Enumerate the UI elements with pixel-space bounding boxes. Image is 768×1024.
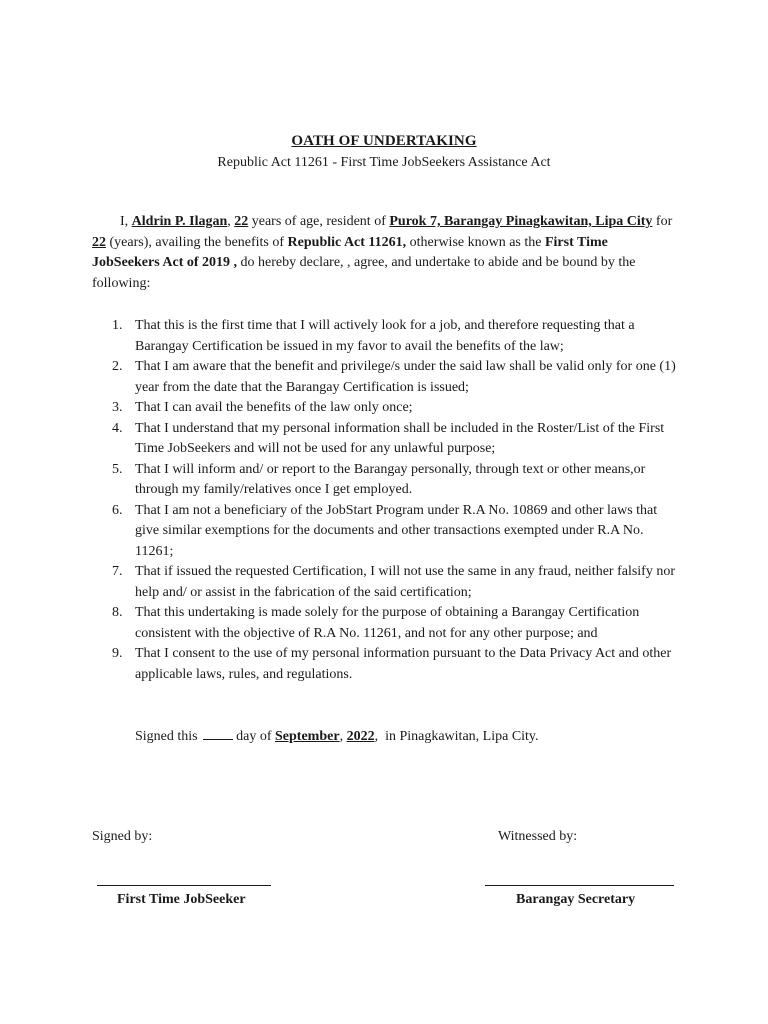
signed-suffix: , in Pinagkawitan, Lipa City. (374, 729, 539, 744)
list-item (92, 644, 676, 685)
list-item-text: That I understand that my personal information shall be included in the Roster/List of the First Time JobSeekers and will not be used for any unlawful purpose; (135, 420, 665, 456)
list-item-text: That I consent to the use of my personal information pursuant to the Data Privacy Act and other applicable laws, rules, and regulations. (135, 646, 672, 682)
list-item-number: 6. (112, 502, 123, 518)
intro-text-7: do hereby declare, , agree, and undertake to abide and be bound by the following: (92, 255, 636, 291)
list-item (92, 562, 676, 603)
list-item-number: 1. (112, 318, 123, 333)
document-title: OATH OF UNDERTAKING (291, 133, 477, 149)
intro-text-6: otherwise known as the (406, 234, 545, 250)
list-item-number: 2. (112, 359, 123, 374)
list-item-number: 8. (112, 605, 123, 620)
list-item (92, 603, 676, 644)
act-name: First Time JobSeekers Act of 2019 , (92, 234, 608, 270)
list-item-number: 9. (112, 646, 123, 661)
applicant-age: 22 (234, 214, 249, 229)
applicant-name: Aldrin P. Ilagan (131, 214, 228, 229)
day-blank (203, 726, 233, 740)
intro-text-2: , (227, 214, 235, 229)
witnessed-by-label: Witnessed by: (498, 829, 578, 844)
signed-day-of: day of (236, 729, 272, 744)
applicant-address: Purok 7, Barangay Pinagkawitan, Lipa City (389, 214, 653, 229)
list-item-text: That I will inform and/ or report to the Barangay personally, through text or other means,or through my family/relatives once I get employed. (135, 461, 646, 497)
residency-years: 22 (92, 234, 106, 250)
list-item-text: That I am not a beneficiary of the JobStart Program under R.A No. 10869 and other laws that give similar exemptions for the documents and other transactions exempted under R.A No. 11261; (135, 502, 658, 559)
secretary-signature-label: Barangay Secretary (516, 892, 636, 907)
list-item-text: That I am aware that the benefit and privilege/s under the said law shall be valid only for one (1) year from the date that the Barangay Certification is issued; (135, 359, 676, 395)
jobseeker-signature-line (97, 885, 271, 886)
document-subtitle: Republic Act 11261 - First Time JobSeekers Assistance Act (217, 155, 551, 170)
list-item-text: That if issued the requested Certification, I will not use the same in any fraud, neither falsify nor help and/ or assist in the fabrication of the said certification; (135, 564, 676, 600)
list-item-text: That this is the first time that I will actively look for a job, and therefore requesting that a Barangay Certification be issued in my favor to avail the benefits of the law; (135, 318, 635, 354)
list-item-number: 5. (112, 461, 123, 477)
signed-date-line (135, 726, 539, 745)
signed-comma: , (339, 729, 344, 744)
list-item (92, 419, 676, 460)
signed-year: 2022 (346, 729, 375, 744)
signed-prefix: Signed this (135, 729, 198, 744)
list-item (92, 316, 676, 357)
intro-text-1: I, (120, 214, 132, 229)
intro-text-3: years of age, resident of (248, 214, 390, 229)
list-item-number: 3. (112, 400, 123, 415)
secretary-signature-line (485, 885, 674, 886)
list-item (92, 501, 676, 563)
intro-text-4: for (652, 214, 673, 229)
list-item (92, 357, 676, 398)
list-item (92, 398, 676, 419)
act-reference: Republic Act 11261, (287, 234, 407, 250)
signed-by-label: Signed by: (92, 829, 153, 844)
intro-paragraph (92, 212, 676, 294)
list-item-number: 7. (112, 564, 123, 579)
jobseeker-signature-label: First Time JobSeeker (117, 892, 246, 907)
list-item-text: That this undertaking is made solely for the purpose of obtaining a Barangay Certification consistent with the objective of R.A No. 11261, and not for any other purpose; and (135, 605, 640, 641)
undertaking-list (92, 316, 676, 685)
list-item-text: That I can avail the benefits of the law only once; (135, 400, 413, 415)
signed-month: September (275, 729, 340, 744)
list-item-number: 4. (112, 420, 123, 436)
list-item (92, 460, 676, 501)
intro-text-5: (years), availing the benefits of (106, 234, 288, 250)
